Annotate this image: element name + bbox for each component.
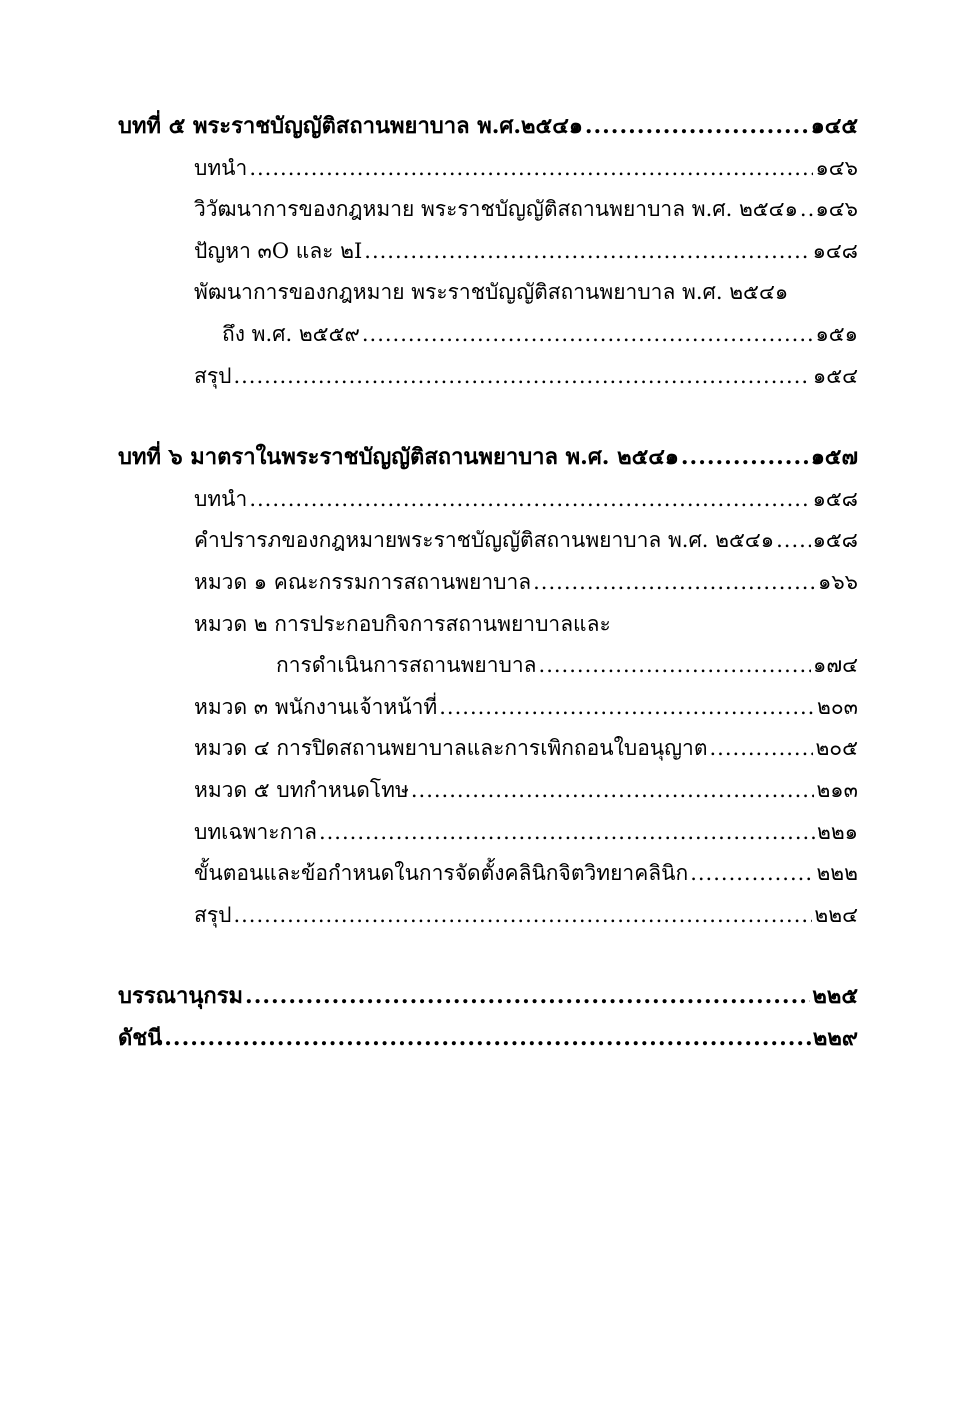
toc-label: การดำเนินการสถานพยาบาล (276, 653, 537, 678)
toc-page-number: ๑๖๖ (818, 569, 858, 594)
dot-leader (776, 520, 810, 562)
dot-leader (585, 106, 809, 148)
toc-entry[interactable] (118, 562, 858, 604)
toc-label: ขั้นตอนและข้อกำหนดในการจัดตั้งคลินิกจิตวิทยาคลินิก (194, 861, 689, 886)
toc-label: หมวด ๓ พนักงานเจ้าหน้าที่ (194, 694, 438, 719)
toc-page-number: ๒๒๑ (816, 819, 858, 844)
toc-entry[interactable] (118, 314, 858, 356)
toc-entry[interactable] (118, 148, 858, 190)
toc-label: บทที่ ๖ มาตราในพระราชบัญญัติสถานพยาบาล พ.ศ. ๒๕๔๑ (118, 444, 679, 471)
table-of-contents (118, 106, 858, 1099)
toc-page-number: ๒๒๙ (812, 1024, 858, 1051)
toc-label: หมวด ๕ บทกำหนดโทษ (194, 777, 409, 802)
dot-leader (319, 812, 815, 854)
toc-page-number: ๑๗๔ (812, 653, 858, 678)
toc-label: หมวด ๑ คณะกรรมการสถานพยาบาล (194, 569, 532, 594)
dot-leader (539, 645, 811, 687)
toc-index[interactable] (118, 1018, 858, 1060)
dot-leader (249, 479, 810, 521)
chapter-6-section (118, 437, 858, 936)
toc-entry[interactable] (118, 895, 858, 937)
toc-label: สรุป (194, 363, 232, 388)
toc-bibliography[interactable] (118, 976, 858, 1018)
toc-page-number: ๑๕๗ (810, 444, 858, 471)
toc-label: บทที่ ๕ พระราชบัญญัติสถานพยาบาล พ.ศ.๒๕๔๑ (118, 113, 583, 139)
toc-chapter-6[interactable] (118, 437, 858, 479)
toc-label: บทเฉพาะกาล (194, 819, 317, 844)
toc-page-number: ๑๔๘ (812, 238, 858, 263)
toc-page-number: ๒๒๔ (814, 902, 858, 927)
toc-label: คำปรารภของกฎหมายพระราชบัญญัติสถานพยาบาล พ.ศ. ๒๕๔๑ (194, 528, 775, 553)
dot-leader (533, 562, 816, 604)
toc-entry[interactable] (118, 356, 858, 398)
toc-entry[interactable] (118, 687, 858, 729)
toc-page-number: ๑๕๘ (812, 528, 858, 553)
toc-page-number: ๑๕๑ (815, 321, 858, 346)
toc-page-number: ๒๒๒ (816, 861, 858, 886)
toc-page-number: ๑๔๖ (815, 197, 858, 222)
toc-label: บทนำ (194, 486, 248, 511)
dot-leader (249, 148, 813, 190)
dot-leader (800, 189, 814, 231)
toc-label: สรุป (194, 902, 232, 927)
toc-entry-continued[interactable] (118, 604, 858, 646)
dot-leader (233, 356, 810, 398)
toc-label: วิวัฒนาการของกฎหมาย พระราชบัญญัติสถานพยาบาล พ.ศ. ๒๕๔๑ (194, 197, 798, 222)
dot-leader (710, 728, 814, 770)
toc-label: บทนำ (194, 155, 248, 180)
toc-page-number: ๒๑๓ (816, 777, 858, 802)
toc-label: หมวด ๔ การปิดสถานพยาบาลและการเพิกถอนใบอนุญาต (194, 736, 708, 761)
toc-label: ปัญหา ๓O และ ๒I (194, 238, 363, 263)
toc-label: ดัชนี (118, 1024, 163, 1051)
toc-entry[interactable] (118, 853, 858, 895)
dot-leader (233, 895, 812, 937)
toc-page-number: ๑๔๖ (815, 155, 858, 180)
toc-label: ถึง พ.ศ. ๒๕๕๙ (222, 321, 360, 346)
toc-label: หมวด ๒ การประกอบกิจการสถานพยาบาลและ (194, 611, 611, 636)
toc-page-number: ๒๒๕ (812, 983, 858, 1010)
dot-leader (362, 314, 814, 356)
dot-leader (364, 231, 810, 273)
chapter-5-section (118, 106, 858, 397)
dot-leader (439, 687, 815, 729)
toc-entry[interactable] (118, 231, 858, 273)
toc-entry[interactable] (118, 812, 858, 854)
toc-page-number: ๑๕๘ (812, 486, 858, 511)
toc-entry[interactable] (118, 479, 858, 521)
toc-entry[interactable] (118, 520, 858, 562)
dot-leader (690, 853, 814, 895)
toc-page-number: ๑๔๕ (810, 113, 858, 139)
back-matter-section (118, 976, 858, 1059)
toc-entry[interactable] (118, 728, 858, 770)
toc-entry-continued[interactable] (118, 272, 858, 314)
toc-label: พัฒนาการของกฎหมาย พระราชบัญญัติสถานพยาบาล พ.ศ. ๒๕๔๑ (194, 280, 789, 305)
dot-leader (245, 976, 810, 1018)
toc-entry[interactable] (118, 770, 858, 812)
toc-page-number: ๒๐๓ (816, 694, 858, 719)
dot-leader (164, 1018, 811, 1060)
toc-label: บรรณานุกรม (118, 983, 244, 1010)
toc-entry[interactable] (118, 645, 858, 687)
dot-leader (411, 770, 815, 812)
toc-chapter-5[interactable] (118, 106, 858, 148)
toc-entry[interactable] (118, 189, 858, 231)
toc-page-number: ๑๕๔ (812, 363, 858, 388)
dot-leader (681, 437, 809, 479)
toc-page-number: ๒๐๕ (815, 736, 858, 761)
